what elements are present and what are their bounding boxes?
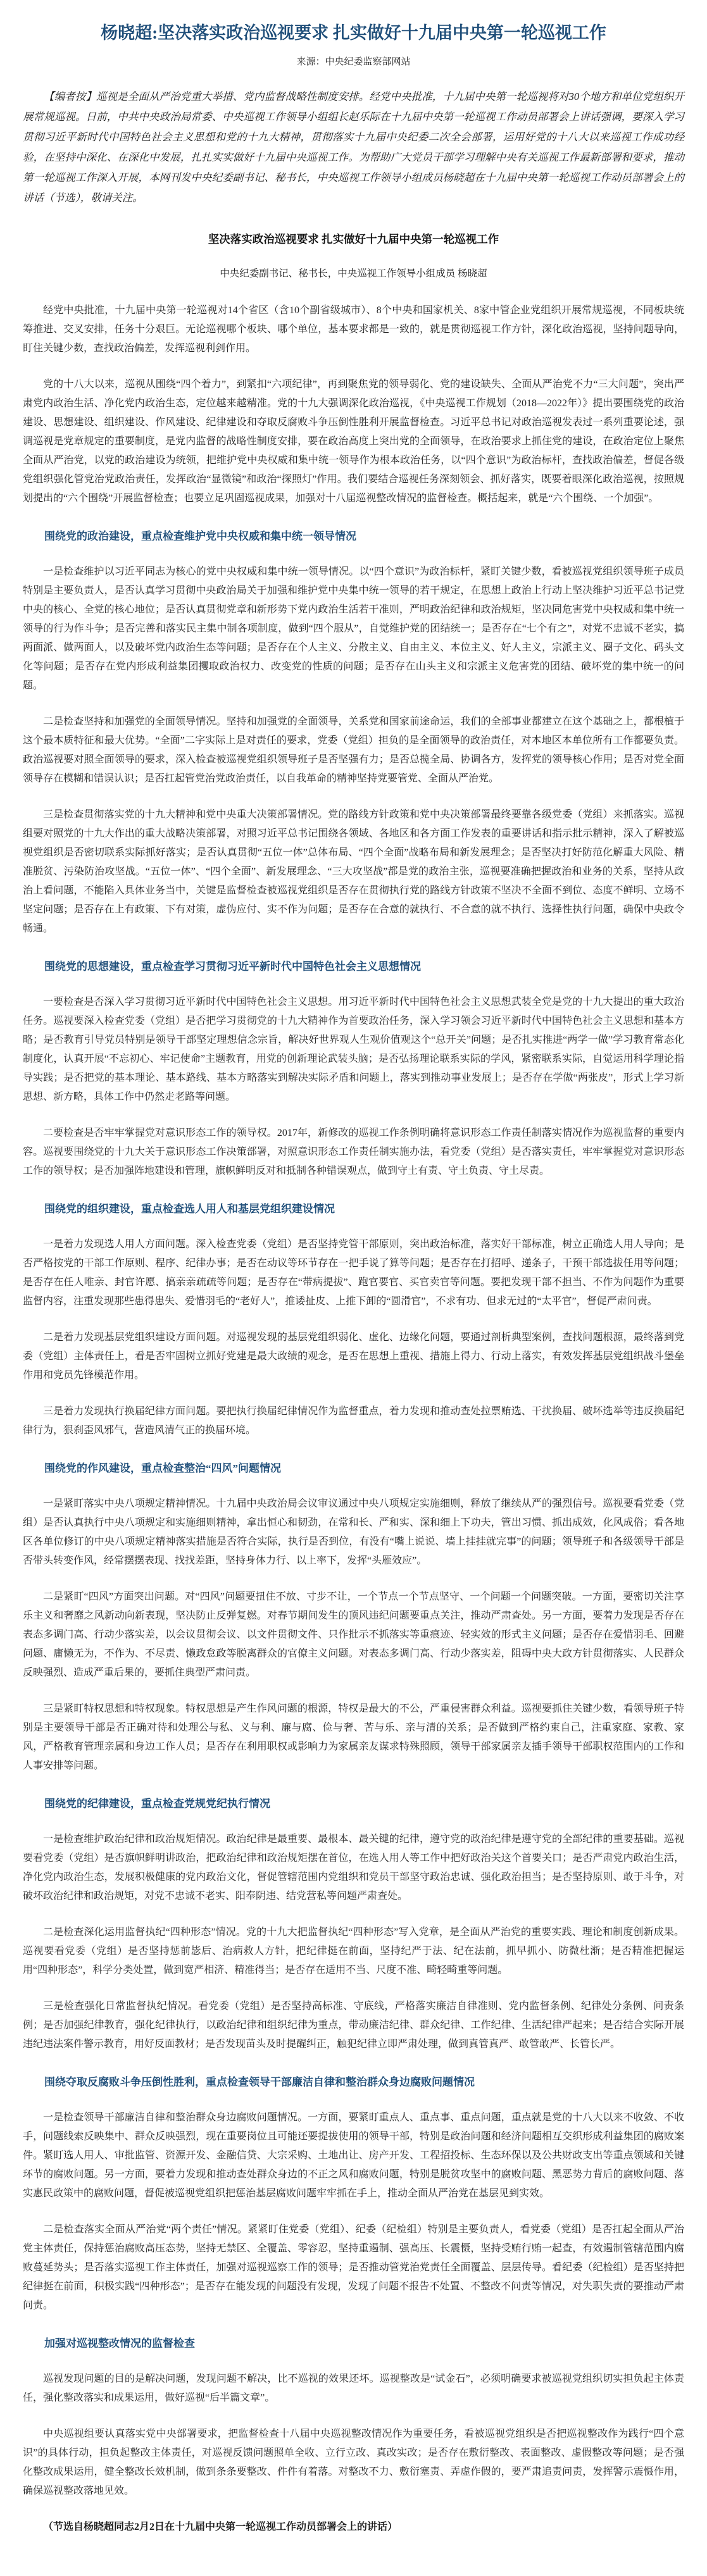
body-paragraph: 一是检查维护以习近平同志为核心的党中央权威和集中统一领导情况。以“四个意识”为政治标杆，紧盯关键少数，看被巡视党组织领导班子成员特别是主要负责人，是否认真学习贯彻中央政治局关于加强和维护党中央集中统一领导的若干规定，在思想上政治上行动上坚决维护习近平总书记党中央的核心、全党的核心地位；是否认真贯彻党章和新形势下党内政治生活若干准则，严明政治纪律和政治规矩，坚决同危害党中央权威和集中统一领导的行为作斗争；是否完善和落实民主集中制各项制度，做到“四个服从”，自觉维护党的团结统一；是否存在“七个有之”，对党不忠诚不老实，搞两面派、做两面人，以及破坏党内政治生态等问题；是否存在个人主义、分散主义、自由主义、本位主义、好人主义，宗派主义、圈子文化、码头文化等问题；是否存在党内形成利益集团攫取政治权力、改变党的性质的问题；是否存在山头主义和宗派主义危害党的团结、破坏党的集中统一的问题。 [23, 566, 684, 692]
body-paragraph: 三是着力发现执行换届纪律方面问题。要把执行换届纪律情况作为监督重点，着力发现和推动查处拉票贿选、干扰换届、破坏选举等违反换届纪律行为，狠刹歪风邪气，营造风清气正的换届环境。 [23, 1406, 684, 1436]
body-paragraph: 一是检查维护政治纪律和政治规矩情况。政治纪律是最重要、最根本、最关键的纪律，遵守党的政治纪律是遵守党的全部纪律的重要基础。巡视要看党委（党组）是否旗帜鲜明讲政治，把政治纪律和政治规矩摆在首位，在选人用人等工作中把好政治关这个首要关口；是否严肃党内政治生活，净化党内政治生态，发展积极健康的党内政治文化，督促管辖范围内党组织和党员干部坚守政治忠诚、强化政治担当；是否坚持原则、敢于斗争，对破坏政治纪律和政治规矩，对党不忠诚不老实、阳奉阴违、结党营私等问题严肃查处。 [23, 1834, 684, 1902]
closing-note: （节选自杨晓超同志2月2日在十九届中央第一轮巡视工作动员部署会上的讲话） [43, 2522, 398, 2533]
section-heading: 加强对巡视整改情况的监督检查 [44, 2337, 195, 2350]
body-paragraph: 一是检查领导干部廉洁自律和整治群众身边腐败问题情况。一方面，要紧盯重点人、重点事、重点问题，重点就是党的十八大以来不收敛、不收手，问题线索反映集中、群众反映强烈，现在重要岗位且可能还要提拔使用的领导干部，特别是政治问题和经济问题相互交织形成利益集团的腐败案件。紧盯选人用人、审批监管、资源开发、金融信贷、大宗采购、土地出让、房产开发、工程招投标、生态环保以及公共财政支出等重点领域和关键环节的腐败问题。另一方面，要着力发现和推动查处群众身边的不正之风和腐败问题，特别是脱贫攻坚中的腐败问题、黑恶势力背后的腐败问题、落实惠民政策中的腐败问题，督促被巡视党组织把惩治基层腐败问题牢牢抓在手上，推动全面从严治党在基层见到实效。 [23, 2112, 684, 2200]
section-heading: 围绕党的作风建设，重点检查整治“四风”问题情况 [44, 1462, 281, 1475]
body-paragraph: 一是着力发现选人用人方面问题。深入检查党委（党组）是否坚持党管干部原则，突出政治标准，落实好干部标准，树立正确选人用人导向；是否严格按党的干部工作原则、程序、纪律办事；是否在动议等环节存在一把手说了算等问题；是否存在打招呼、递条子，干预干部选拔任用等问题；是否存在任人唯亲、封官许愿、搞亲亲疏疏等问题；是否存在“带病提拔”、跑官要官、买官卖官等问题。要把发现干部不担当、不作为问题作为重要监督内容，注重发现那些患得患失、爱惜羽毛的“老好人”，推诿扯皮、上推下卸的“圆滑官”，不求有功、但求无过的“太平官”，督促严肃问责。 [23, 1239, 684, 1307]
section-heading: 围绕党的政治建设，重点检查维护党中央权威和集中统一领导情况 [44, 530, 356, 543]
body-paragraph: 三是检查强化日常监督执纪情况。看党委（党组）是否坚持高标准、守底线，严格落实廉洁自律准则、党内监督条例、纪律处分条例、问责条例；是否加强纪律教育，强化纪律执行，以政治纪律和组织纪律为重点，带动廉洁纪律、群众纪律、工作纪律、生活纪律严起来；是否结合实际开展违纪违法案件警示教育，用好反面教材；是否发现苗头及时提醒纠正，触犯纪律立即严肃处理，做到真管真严、敢管敢严、长管长严。 [23, 2001, 684, 2050]
source-line: 来源：中央纪委监察部网站 [296, 57, 411, 68]
body-paragraph: 二是紧盯“四风”方面突出问题。对“四风”问题要扭住不放、寸步不让，一个节点一个节点坚守、一个问题一个问题突破。一方面，要密切关注享乐主义和奢靡之风新动向新表现，坚决防止反弹复燃。对春节期间发生的顶风违纪问题要重点关注，推动严肃查处。另一方面，要着力发现是否存在表态多调门高、行动少落实差，以会议贯彻会议、以文件贯彻文件、只作批示不抓落实等重痕迹、轻实效的形式主义问题；是否存在爱惜羽毛、回避问题、庸懒无为，不作为、不尽责、懒政怠政等脱离群众的官僚主义问题。对表态多调门高、行动少落实差，阻碍中央大政方针贯彻落实、人民群众反映强烈、造成严重后果的，要抓住典型严肃问责。 [23, 1591, 684, 1679]
body-paragraph: 二要检查是否牢牢掌握党对意识形态工作的领导权。2017年，新修改的巡视工作条例明确将意识形态工作责任制落实情况作为巡视监督的重要内容。巡视要围绕党的十九大关于意识形态工作决策部署，对照意识形态工作责任制实施办法，看党委（党组）是否落实责任，牢牢掌握党对意识形态工作的领导权；是否加强阵地建设和管理，旗帜鲜明反对和抵制各种错误观点，做到守土有责、守土负责、守土尽责。 [23, 1128, 684, 1177]
body-paragraph: 经党中央批准，十九届中央第一轮巡视对14个省区（含10个副省级城市）、8个中央和国家机关、8家中管企业党组织开展常规巡视，不同板块统筹推进、交叉安排，任务十分艰巨。无论巡视哪个板块、哪个单位，基本要求都是一致的，就是贯彻巡视工作方针，深化政治巡视，坚持问题导向，盯住关键少数，查找政治偏差，发挥巡视利剑作用。 [23, 305, 684, 354]
article-inner-title: 坚决落实政治巡视要求 扎实做好十九届中央第一轮巡视工作 [208, 233, 499, 246]
section-heading: 围绕夺取反腐败斗争压倒性胜利，重点检查领导干部廉洁自律和整治群众身边腐败问题情况 [44, 2076, 475, 2089]
body-paragraph: 三是紧盯特权思想和特权现象。特权思想是产生作风问题的根源，特权是最大的不公，严重侵害群众利益。巡视要抓住关键少数，看领导班子特别是主要领导干部是否正确对待和处理公与私、义与利、廉与腐、俭与奢、苦与乐、亲与清的关系；是否做到严格约束自己，注重家庭、家教、家风，严格教育管理亲属和身边工作人员；是否存在利用职权或影响力为家属亲友谋求特殊照顾，领导干部家属亲友插手领导干部职权范围内的工作和人事安排等问题。 [23, 1703, 684, 1772]
body-paragraph: 二是检查坚持和加强党的全面领导情况。坚持和加强党的全面领导，关系党和国家前途命运，我们的全部事业都建立在这个基础之上，都根植于这个最本质特征和最大优势。“全面”二字实际上是对责任的要求，党委（党组）担负的是全面领导的政治责任，对本地区本单位所有工作都要负责。政治巡视要对照全面领导的要求，深入检查被巡视党组织领导班子是否坚强有力；是否总揽全局、协调各方，发挥党的领导核心作用；是否对党全面领导存在模糊和错误认识；是否扛起管党治党政治责任，以自我革命的精神坚持党要管党、全面从严治党。 [23, 716, 684, 785]
editor-note: 【编者按】巡视是全面从严治党重大举措、党内监督战略性制度安排。经党中央批准，十九届中央第一轮巡视将对30个地方和单位党组织开展常规巡视。日前，中共中央政治局常委、中央巡视工作领导小组组长赵乐际在十九届中央第一轮巡视工作动员部署会上讲话强调，要深入学习贯彻习近平新时代中国特色社会主义思想和党的十九大精神，贯彻落实十九届中央纪委二次全会部署，运用好党的十八大以来巡视工作成功经验，在坚持中深化、在深化中发展，扎扎实实做好十九届中央巡视工作。为帮助广大党员干部学习理解中央有关巡视工作最新部署和要求，推动第一轮巡视工作深入开展，本网刊发中央纪委副书记、秘书长，中央巡视工作领导小组成员杨晓超在十九届中央第一轮巡视工作动员部署会上的讲话（节选），敬请关注。 [23, 90, 684, 204]
page-title: 杨晓超:坚决落实政治巡视要求 扎实做好十九届中央第一轮巡视工作 [101, 23, 606, 42]
body-paragraph: 二是着力发现基层党组织建设方面问题。对巡视发现的基层党组织弱化、虚化、边缘化问题，要通过剖析典型案例，查找问题根源，最终落到党委（党组）主体责任上，看是否牢固树立抓好党建是最大政绩的观念，是否在思想上重视、措施上得力、行动上落实，有效发挥基层党组织战斗堡垒作用和党员先锋模范作用。 [23, 1332, 684, 1381]
body-paragraph: 二是检查深化运用监督执纪“四种形态”情况。党的十九大把监督执纪“四种形态”写入党章，是全面从严治党的重要实践、理论和制度创新成果。巡视要看党委（党组）是否坚持惩前毖后、治病救人方针，把纪律挺在前面，坚持纪严于法、纪在法前，抓早抓小、防微杜渐；是否精准把握运用“四种形态”，科学分类处置，做到宽严相济、精准得当；是否存在适用不当、尺度不准、畸轻畸重等问题。 [23, 1927, 684, 1976]
body-paragraph: 二是检查落实全面从严治党“两个责任”情况。紧紧盯住党委（党组）、纪委（纪检组）特别是主要负责人，看党委（党组）是否扛起全面从严治党主体责任，保持惩治腐败高压态势，坚持无禁区、全覆盖、零容忍，坚持重遏制、强高压、长震慑，坚持受贿行贿一起查，有效遏制管辖范围内腐败蔓延势头；是否落实巡视工作主体责任，加强对巡视巡察工作的领导；是否推动管党治党责任全面覆盖、层层传导。看纪委（纪检组）是否坚持把纪律挺在前面，积极实践“四种形态”；是否存在能发现的问题没有发现，发现了问题不报告不处置、不整改不问责等情况，对失职失责的要推动严肃问责。 [23, 2224, 684, 2312]
byline: 中央纪委副书记、秘书长，中央巡视工作领导小组成员 杨晓超 [220, 268, 487, 280]
body-paragraph: 巡视发现问题的目的是解决问题，发现问题不解决，比不巡视的效果还坏。巡视整改是“试金石”，必须明确要求被巡视党组织切实担负起主体责任，强化整改落实和成果运用，做好巡视“后半篇文章”。 [23, 2374, 684, 2404]
body-paragraph: 一是紧盯落实中央八项规定精神情况。十九届中央政治局会议审议通过中央八项规定实施细则，释放了继续从严的强烈信号。巡视要看党委（党组）是否认真执行中央八项规定和实施细则精神，拿出恒心和韧劲，在常和长、严和实、深和细上下功夫，管出习惯、抓出成效，化风成俗；看各地区各单位修订的中央八项规定精神落实措施是否符合实际，执行是否到位，有没有“嘴上说说、墙上挂挂就完事”的问题；领导班子和各级领导干部是否带头转变作风，经常摆摆表现、找找差距，坚持身体力行、以上率下，发挥“头雁效应”。 [23, 1498, 684, 1567]
body-paragraph: 三是检查贯彻落实党的十九大精神和党中央重大决策部署情况。党的路线方针政策和党中央决策部署最终要靠各级党委（党组）来抓落实。巡视组要对照党的十九大作出的重大战略决策部署，对照习近平总书记围绕各领域、各地区和各方面工作发表的重要讲话和指示批示精神，深入了解被巡视党组织是否密切联系实际抓好落实；是否认真贯彻“五位一体”总体布局、“四个全面”战略布局和新发展理念；是否坚决打好防范化解重大风险、精准脱贫、污染防治攻坚战。“五位一体”、“四个全面”、新发展理念、“三大攻坚战”都是党的政治主张，巡视要准确把握政治和业务的关系，坚持从政治上看问题，不能陷入具体业务当中，关键是监督检查被巡视党组织是否存在贯彻执行党的路线方针政策不坚决不全面不到位、态度不鲜明、立场不坚定问题；是否存在上有政策、下有对策，虚伪应付、实不作为问题；是否存在合意的就执行、不合意的就不执行、选择性执行问题，确保中央政令畅通。 [23, 809, 684, 935]
section-heading: 围绕党的组织建设，重点检查选人用人和基层党组织建设情况 [44, 1203, 335, 1216]
body-paragraph: 党的十八大以来，巡视从围绕“四个着力”，到紧扣“六项纪律”，再到聚焦党的领导弱化、党的建设缺失、全面从严治党不力“三大问题”，突出严肃党内政治生活、净化党内政治生态，定位越来越精准。党的十九大强调深化政治巡视，《中央巡视工作规划（2018—2022年）》提出要围绕党的政治建设、思想建设、组织建设、作风建设、纪律建设和夺取反腐败斗争压倒性胜利开展监督检查。习近平总书记对政治巡视发表过一系列重要论述，强调巡视是党章规定的重要制度，是党内监督的战略性制度安排，要在政治高度上突出党的全面领导，在政治要求上抓住党的建设，在政治定位上聚焦全面从严治党，以党的政治建设为统领，把维护党中央权威和集中统一领导作为根本政治任务，以“四个意识”为政治标杆，查找政治偏差，督促各级党组织强化管党治党政治责任，发挥政治“显微镜”和政治“探照灯”作用。我们要结合巡视任务深刻领会、抓好落实，既要着眼深化政治巡视，按照规划提出的“六个围绕”开展监督检查；也要立足巩固巡视成果，加强对十八届巡视整改情况的监督检查。概括起来，就是“六个围绕、一个加强”。 [23, 379, 684, 504]
body-paragraph: 中央巡视组要认真落实党中央部署要求，把监督检查十八届中央巡视整改情况作为重要任务，看被巡视党组织是否把巡视整改作为践行“四个意识”的具体行动，担负起整改主体责任，对巡视反馈问题照单全收、立行立改、真改实改；是否存在敷衍整改、表面整改、虚假整改等问题；是否强化整改成果运用，健全整改长效机制，做到条条要整改、件件有着落。对整改不力、敷衍塞责、弄虚作假的，要严肃追责问责，发挥警示震慑作用，确保巡视整改落地见效。 [23, 2429, 684, 2497]
section-heading: 围绕党的纪律建设，重点检查党规党纪执行情况 [44, 1798, 270, 1810]
body-paragraph: 一要检查是否深入学习贯彻习近平新时代中国特色社会主义思想。用习近平新时代中国特色社会主义思想武装全党是党的十九大提出的重大政治任务。巡视要深入检查党委（党组）是否把学习贯彻党的十九大精神作为首要政治任务，深入学习领会习近平新时代中国特色社会主义思想和基本方略；是否教育引导党员特别是领导干部坚定理想信念宗旨，解决好世界观人生观价值观这个“总开关”问题；是否扎实推进“两学一做”学习教育常态化制度化，认真开展“不忘初心、牢记使命”主题教育，用党的创新理论武装头脑；是否弘扬理论联系实际的学风，紧密联系实际，自觉运用科学理论指导实践；是否把党的基本理论、基本路线、基本方略落实到解决实际矛盾和问题上，落实到推动事业发展上；是否存在学做“两张皮”，形式上学习新思想、新方略，具体工作中仍然走老路等问题。 [23, 997, 684, 1103]
article-body [23, 301, 684, 2501]
section-heading: 围绕党的思想建设，重点检查学习贯彻习近平新时代中国特色社会主义思想情况 [44, 961, 421, 973]
